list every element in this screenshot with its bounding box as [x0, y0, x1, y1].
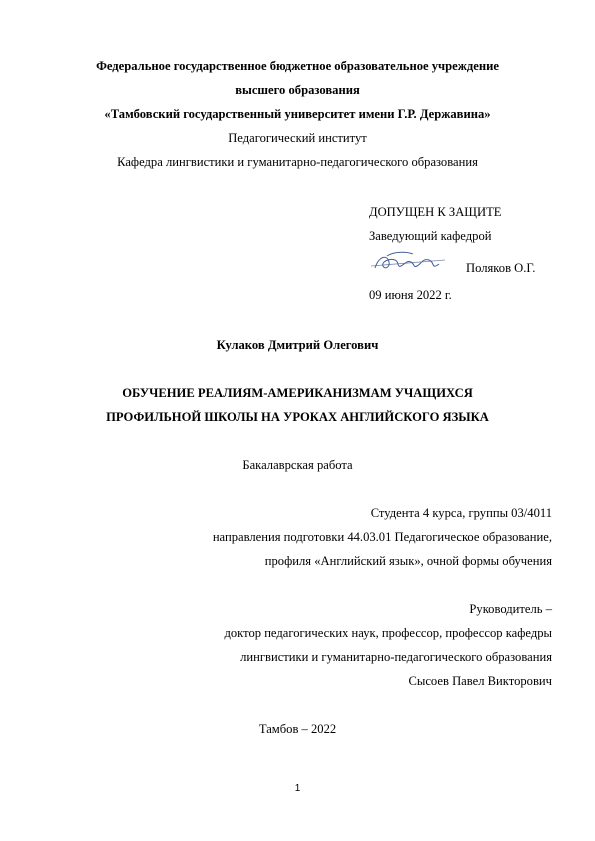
signature-image [369, 248, 447, 276]
author-name: Кулаков Дмитрий Олегович [216, 338, 379, 352]
head-of-department-title: Заведующий кафедрой [369, 229, 492, 243]
work-type: Бакалаврская работа [242, 458, 353, 472]
department-name: Кафедра лингвистики и гуманитарно-педагогического образования [117, 155, 478, 169]
supervisor-label: Руководитель – [469, 602, 552, 616]
city-year: Тамбов – 2022 [258, 722, 337, 736]
student-direction: направления подготовки 44.03.01 Педагогическое образование, [212, 530, 552, 544]
supervisor-department: лингвистики и гуманитарно-педагогического образования [240, 650, 552, 664]
thesis-title-line-2: ПРОФИЛЬНОЙ ШКОЛЫ НА УРОКАХ АНГЛИЙСКОГО ЯЗЫКА [106, 410, 489, 424]
thesis-title-line-1: ОБУЧЕНИЕ РЕАЛИЯМ-АМЕРИКАНИЗМАМ УЧАЩИХСЯ [122, 386, 473, 400]
institute-name: Педагогический институт [228, 131, 367, 145]
education-level-line: высшего образования [235, 83, 360, 97]
supervisor-degree: доктор педагогических наук, профессор, профессор кафедры [224, 626, 552, 640]
admitted-to-defense: ДОПУЩЕН К ЗАЩИТЕ [369, 205, 502, 219]
page-number: 1 [294, 783, 301, 794]
ministry-line: Федеральное государственное бюджетное образовательное учреждение [96, 59, 499, 73]
approval-date: 09 июня 2022 г. [369, 288, 452, 302]
university-name: «Тамбовский государственный университет имени Г.Р. Державина» [104, 107, 491, 121]
head-of-department-name: Поляков О.Г. [466, 261, 536, 275]
student-course-group: Студента 4 курса, группы 03/4011 [370, 506, 552, 520]
supervisor-name: Сысоев Павел Викторович [408, 674, 552, 688]
student-profile: профиля «Английский язык», очной формы обучения [264, 554, 552, 568]
